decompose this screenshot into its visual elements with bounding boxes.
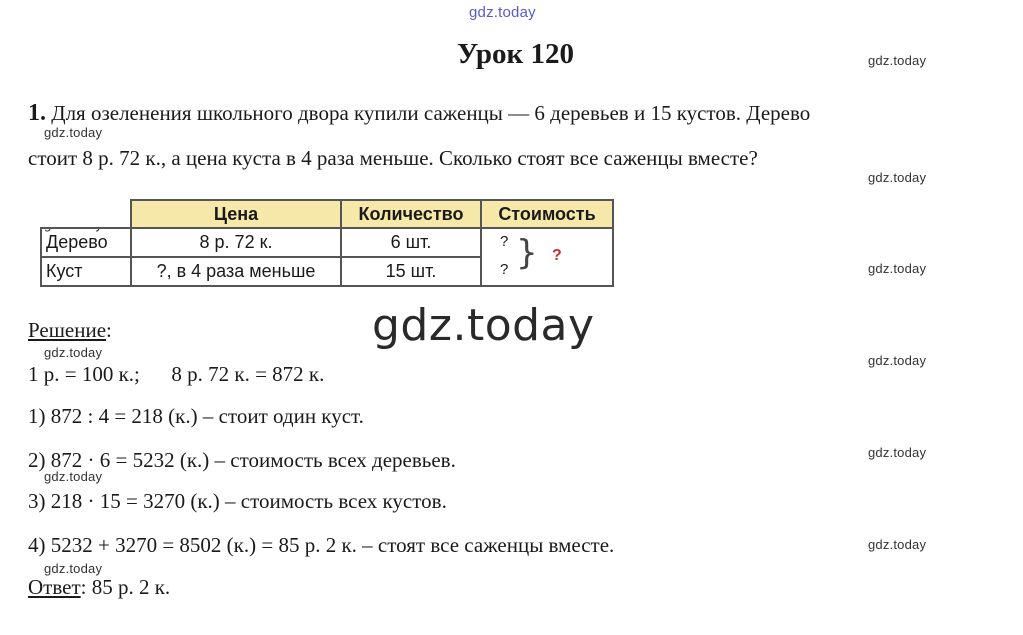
cost-tree: ? <box>500 233 509 250</box>
solution-heading: Решение: <box>28 318 112 342</box>
row-label: Дерево <box>41 228 131 257</box>
step-3: 3) 218 · 15 = 3270 (к.) – стоимость всех кустов. <box>28 489 447 513</box>
row-label: Куст <box>41 257 131 286</box>
watermark-large: gdz.today <box>372 300 595 351</box>
total-question: ? <box>552 247 562 264</box>
watermark: gdz.today <box>44 345 103 360</box>
task-table <box>40 199 614 287</box>
step-4: 4) 5232 + 3270 = 8502 (к.) = 85 р. 2 к. – стоят все саженцы вместе. <box>28 533 615 557</box>
watermark: gdz.today <box>868 261 927 276</box>
conversion-line: 1 р. = 100 к.; 8 р. 72 к. = 872 к. <box>28 362 325 386</box>
table-row <box>41 228 613 257</box>
watermark: gdz.today <box>868 353 927 368</box>
watermark: gdz.today <box>44 125 103 140</box>
watermark-top: gdz.today <box>469 4 536 21</box>
problem-number: 1. <box>28 100 46 126</box>
watermark: gdz.today <box>868 53 927 68</box>
watermark: gdz.today <box>868 170 927 185</box>
answer-value: : 85 р. 2 к. <box>80 575 171 599</box>
cell-quantity: 15 шт. <box>341 257 481 286</box>
cell-quantity: 6 шт. <box>341 228 481 257</box>
problem-line-2: стоит 8 р. 72 к., а цена куста в 4 раза меньше. Сколько стоят все саженцы вместе? <box>28 146 758 170</box>
watermark: gdz.today <box>868 445 927 460</box>
cell-price: ?, в 4 раза меньше <box>131 257 341 286</box>
watermark: gdz.today <box>44 561 103 576</box>
brace-icon: } <box>516 233 538 273</box>
table-header-row <box>41 200 613 228</box>
cost-block <box>482 229 612 285</box>
problem-text-1: Для озеленения школьного двора купили саженцы — 6 деревьев и 15 кустов. Дерево <box>51 101 811 125</box>
cell-cost <box>481 228 613 286</box>
table-corner <box>41 200 131 228</box>
cost-bush: ? <box>500 261 509 278</box>
watermark: gdz.today <box>868 537 927 552</box>
header-cost: Стоимость <box>481 200 613 228</box>
watermark: gdz.today <box>44 469 103 484</box>
step-1: 1) 872 : 4 = 218 (к.) – стоит один куст. <box>28 404 364 428</box>
header-quantity: Количество <box>341 200 481 228</box>
header-price: Цена <box>131 200 341 228</box>
answer-label: Ответ <box>28 575 81 599</box>
step-2: 2) 872 · 6 = 5232 (к.) – стоимость всех деревьев. <box>28 448 456 472</box>
problem-line-1 <box>28 100 810 127</box>
cell-price: 8 р. 72 к. <box>131 228 341 257</box>
page-title: Урок 120 <box>457 38 574 70</box>
answer <box>28 575 170 600</box>
